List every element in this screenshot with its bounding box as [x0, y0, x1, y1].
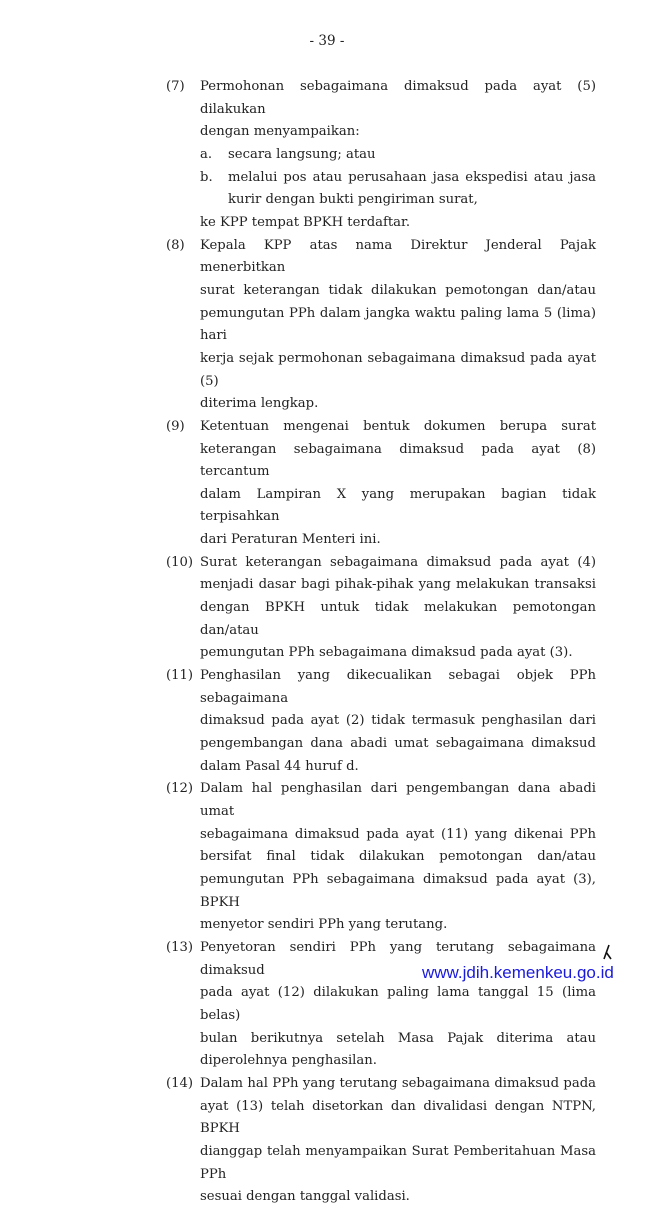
ayat-number: (8): [166, 237, 185, 253]
text-line: Ketentuan mengenai bentuk dokumen berupa surat: [200, 418, 596, 434]
ayat-number: (12): [166, 781, 194, 797]
text-line: Kepala KPP atas nama Direktur Jenderal Pajak menerbitkan: [200, 237, 596, 276]
text-line: diterima lengkap.: [200, 396, 319, 412]
ayat-item: [166, 1073, 596, 1209]
text-line: dalam Pasal 44 huruf d.: [200, 758, 359, 774]
closing-line: ke KPP tempat BPKH terdaftar.: [200, 214, 411, 230]
text-line: menyetor sendiri PPh yang terutang.: [200, 917, 448, 933]
text-line: dimaksud pada ayat (2) tidak termasuk penghasilan dari: [200, 713, 596, 729]
ayat-item: [166, 778, 596, 937]
text-line: Surat keterangan sebagaimana dimaksud pada ayat (4): [200, 554, 596, 570]
ayat-number: (14): [166, 1075, 194, 1091]
text-line: Penghasilan yang dikecualikan sebagai objek PPh sebagaimana: [200, 668, 596, 706]
text-line: bersifat final tidak dilakukan pemotongan dan/atau: [200, 849, 596, 865]
text-line: Dalam hal PPh yang terutang sebagaimana dimaksud pada: [200, 1075, 596, 1091]
text-line: kurir dengan bukti pengiriman surat,: [228, 192, 478, 208]
ayat-number: (13): [166, 939, 194, 955]
sub-item-letter: b.: [200, 169, 213, 185]
text-line: pemungutan PPh sebagaimana dimaksud pada ayat (3).: [200, 645, 573, 661]
ayat-item: [166, 552, 596, 665]
text-line: dengan menyampaikan:: [200, 124, 360, 140]
ayat-number: (9): [166, 418, 185, 434]
ayat-item: [166, 665, 596, 778]
text-line: kerja sejak permohonan sebagaimana dimaksud pada ayat (5): [200, 350, 596, 389]
text-line: sesuai dengan tanggal validasi.: [200, 1189, 410, 1205]
sub-item: [200, 167, 596, 212]
text-line: ayat (13) telah disetorkan dan divalidasi dengan NTPN, BPKH: [200, 1098, 596, 1137]
document-body: [166, 76, 596, 1209]
text-line: dari Peraturan Menteri ini.: [200, 532, 381, 548]
ayat-number: (7): [166, 79, 185, 94]
ayat-item: [166, 937, 596, 1073]
text-line: dianggap telah menyampaikan Surat Pemberitahuan Masa PPh: [200, 1143, 596, 1182]
page-number: - 39 -: [309, 33, 345, 49]
text-line: Dalam hal penghasilan dari pengembangan dana abadi umat: [200, 781, 596, 819]
text-line: pemungutan PPh sebagaimana dimaksud pada ayat (3), BPKH: [200, 871, 596, 910]
text-line: surat keterangan tidak dilakukan pemotongan dan/atau: [200, 282, 596, 298]
sub-item-letter: a.: [200, 146, 213, 162]
footer-website-link[interactable]: www.jdih.kemenkeu.go.id: [422, 963, 614, 982]
text-line: pemungutan PPh dalam jangka waktu paling lama 5 (lima) hari: [200, 305, 596, 344]
ayat-item: [166, 76, 596, 235]
text-line: Permohonan sebagaimana dimaksud pada ayat (5) dilakukan: [200, 79, 596, 117]
ayat-item: [166, 416, 596, 552]
text-line: Penyetoran sendiri PPh yang terutang sebagaimana dimaksud: [200, 939, 596, 978]
text-line: sebagaimana dimaksud pada ayat (11) yang dikenai PPh: [200, 826, 596, 842]
text-line: dalam Lampiran X yang merupakan bagian tidak terpisahkan: [200, 486, 596, 525]
ayat-item: [166, 235, 596, 416]
ayat-number: (11): [166, 668, 194, 684]
text-line: keterangan sebagaimana dimaksud pada ayat (8) tercantum: [200, 441, 596, 480]
text-line: dengan BPKH untuk tidak melakukan pemotongan dan/atau: [200, 600, 596, 638]
text-line: melalui pos atau perusahaan jasa ekspedisi atau jasa: [228, 169, 596, 185]
text-line: pengembangan dana abadi umat sebagaimana dimaksud: [200, 736, 596, 752]
ayat-number: (10): [166, 554, 194, 570]
text-line: diperolehnya penghasilan.: [200, 1053, 377, 1069]
sub-item: [200, 144, 596, 167]
text-line: menjadi dasar bagi pihak-pihak yang melakukan transaksi: [200, 577, 596, 593]
text-line: pada ayat (12) dilakukan paling lama tanggal 15 (lima belas): [200, 985, 596, 1023]
text-line: bulan berikutnya setelah Masa Pajak diterima atau: [200, 1030, 596, 1046]
text-line: secara langsung; atau: [228, 146, 376, 162]
